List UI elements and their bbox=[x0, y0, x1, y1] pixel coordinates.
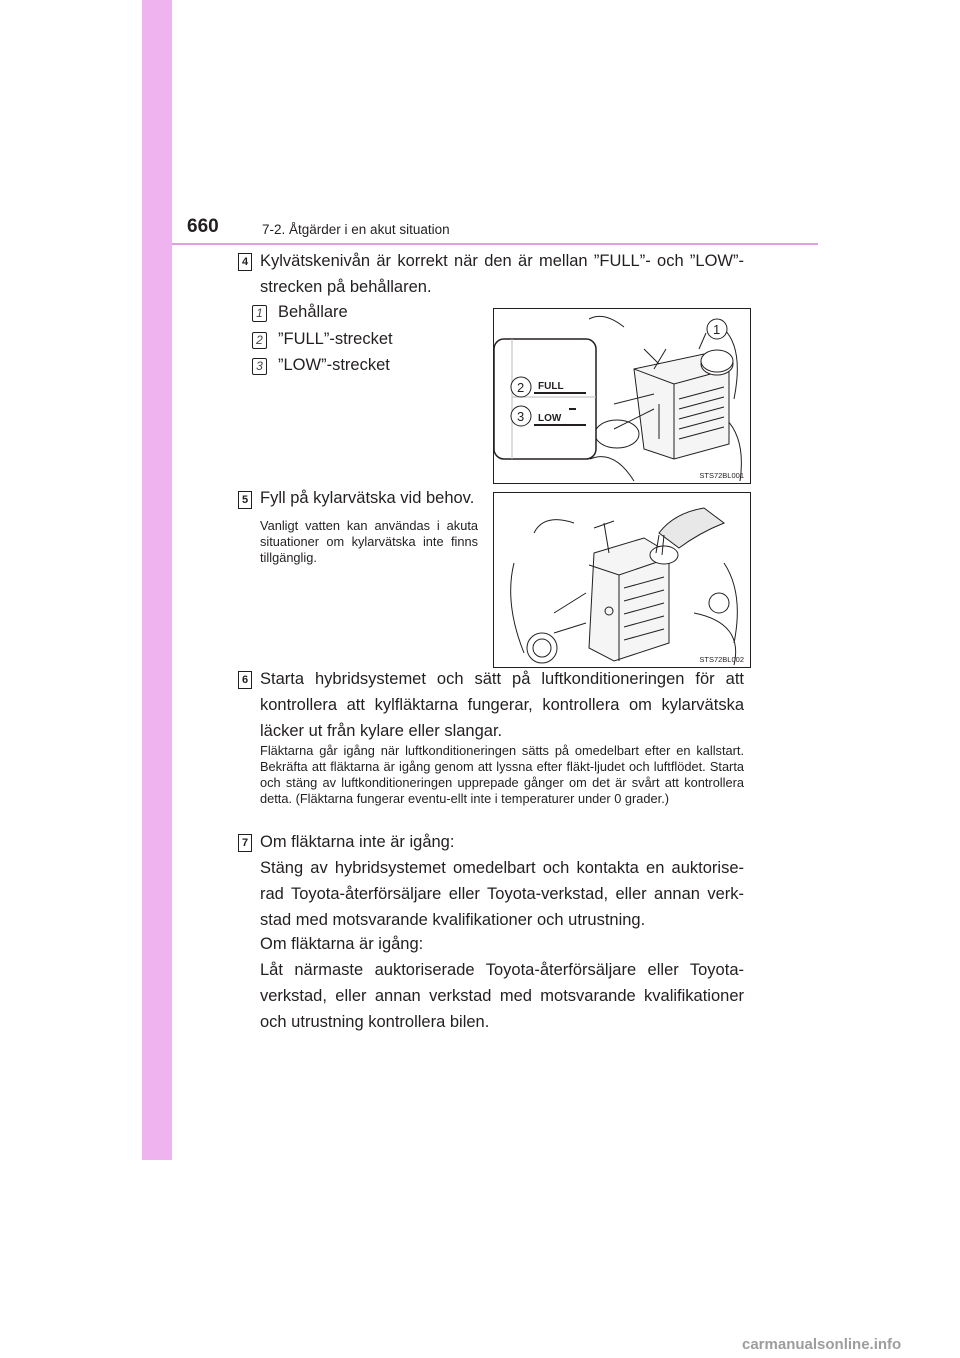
coolant-reservoir-illustration bbox=[494, 309, 750, 483]
step-6-note: Fläktarna går igång när luftkonditioneringen sätts på omedelbart efter en kallstart. Bekräfta att fläktarna är igång genom att lyssna efter fläkt-ljudet och luftflödet. Starta och stäng av luftkonditioneringen upprepade gånger om det är svårt att kontrollera detta. (Fläktarna fungerar eventu-ellt inte i temperaturer under 0 grader.) bbox=[260, 743, 744, 806]
section-title: 7-2. Åtgärder i en akut situation bbox=[262, 222, 450, 237]
step-7-body-b: Låt närmaste auktoriserade Toyota-återförsäljare eller Toyota-verkstad, eller annan verkstad med motsvarande kvalifikationer och utrustning kontrollera bilen. bbox=[260, 961, 744, 1031]
watermark: carmanualsonline.info bbox=[742, 1336, 902, 1353]
coolant-fill-illustration bbox=[494, 493, 750, 667]
step-5-text: Fyll på kylarvätska vid behov. bbox=[260, 489, 475, 507]
callout-3-label: ”LOW”-strecket bbox=[278, 356, 390, 374]
figure-code: STS72BL001 bbox=[699, 471, 744, 480]
step-number-5: 5 bbox=[238, 491, 252, 509]
step-number-4: 4 bbox=[238, 253, 252, 271]
callout-2-label: ”FULL”-strecket bbox=[278, 330, 393, 348]
step-7-heading-b: Om fläktarna är igång: bbox=[260, 935, 424, 953]
step-number-7: 7 bbox=[238, 834, 252, 852]
figure-code: STS72BL002 bbox=[699, 655, 744, 664]
step-7-heading-a: Om fläktarna inte är igång: bbox=[260, 833, 455, 851]
step-5-note: Vanligt vatten kan användas i akuta situationer om kylarvätska inte finns tillgänglig. bbox=[260, 518, 478, 565]
chapter-sidebar-tab bbox=[142, 0, 172, 1160]
full-mark-label: FULL bbox=[538, 381, 564, 392]
marker-3: 3 bbox=[517, 409, 525, 424]
header-divider bbox=[172, 243, 818, 245]
callout-1-label: Behållare bbox=[278, 303, 348, 321]
step-7-body-a: Stäng av hybridsystemet omedelbart och kontakta en auktorise-rad Toyota-återförsäljare eller Toyota-verkstad, eller annan verk-stad med motsvarande kvalifikationer och utrustning. bbox=[260, 859, 744, 929]
marker-2: 2 bbox=[517, 380, 525, 395]
step-number-6: 6 bbox=[238, 671, 252, 689]
callout-1-badge: 1 bbox=[252, 305, 267, 322]
coolant-reservoir-figure bbox=[493, 308, 751, 484]
page-number: 660 bbox=[187, 216, 219, 237]
low-mark-label: LOW bbox=[538, 413, 562, 424]
coolant-fill-figure bbox=[493, 492, 751, 668]
callout-2-badge: 2 bbox=[252, 332, 267, 349]
step-6-text: Starta hybridsystemet och sätt på luftkonditioneringen för att kontrollera att kylfläktarna fungerar, kontrollera om kylarvätska läcker ut från kylare eller slangar. bbox=[260, 670, 744, 740]
callout-3-badge: 3 bbox=[252, 358, 267, 375]
marker-1: 1 bbox=[713, 322, 721, 337]
step-4-text: Kylvätskenivån är korrekt när den är mellan ”FULL”- och ”LOW”-strecken på behållaren. bbox=[260, 252, 744, 296]
